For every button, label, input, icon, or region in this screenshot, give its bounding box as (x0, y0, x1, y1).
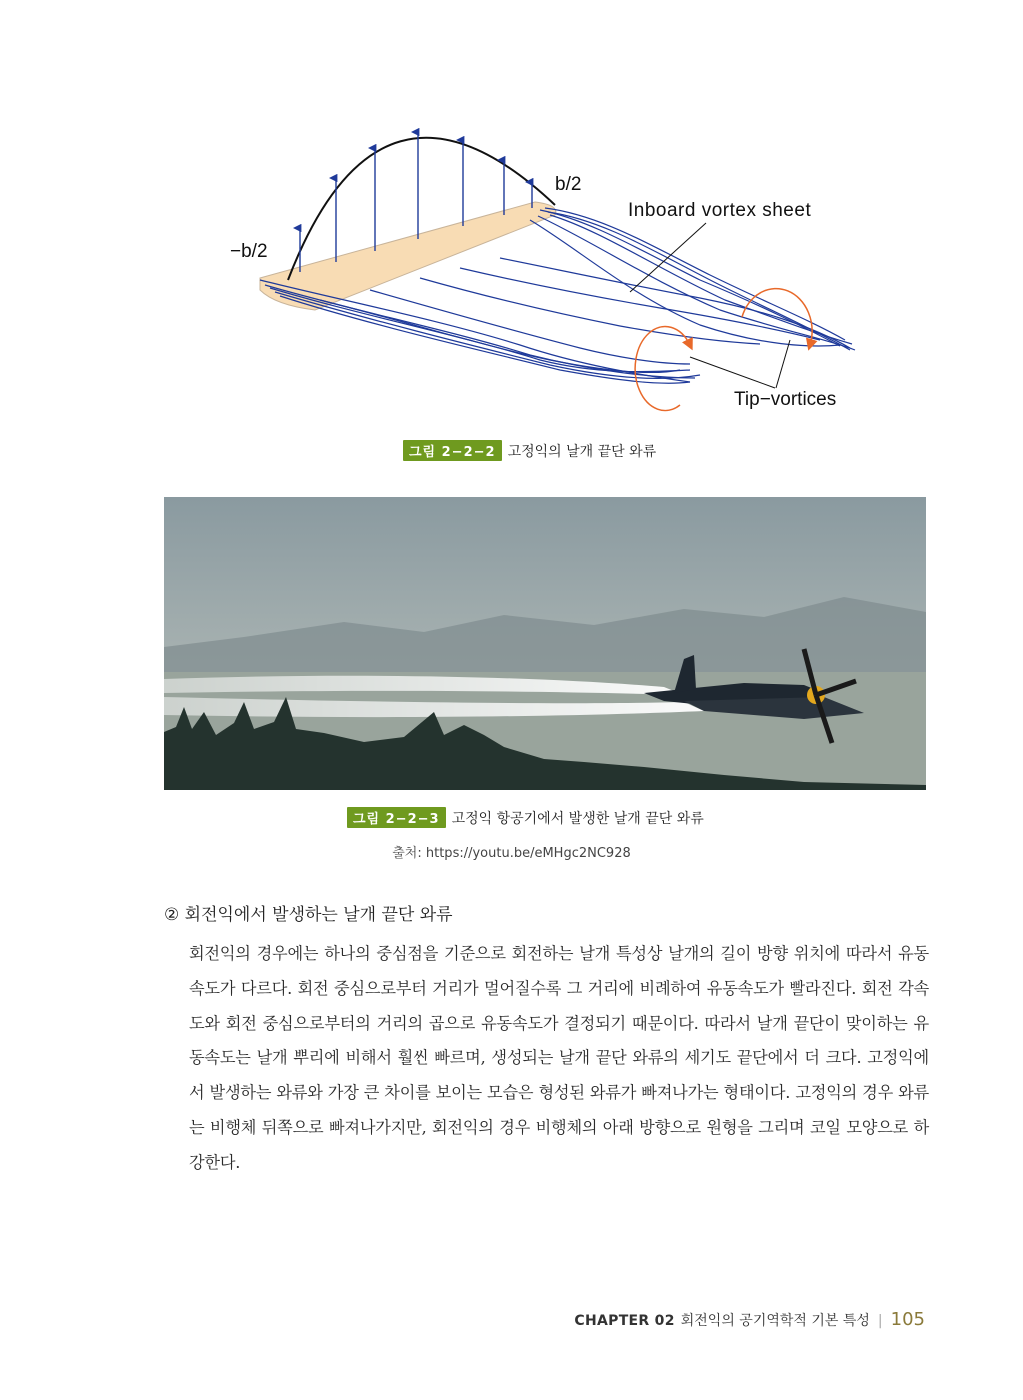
figure-caption-2-2-3 (347, 807, 704, 828)
figure-caption-2-2-2 (403, 440, 656, 461)
figure-tag: 그림 2−2−3 (347, 807, 446, 828)
wingtip-vortex-diagram (220, 120, 860, 420)
figure-source: 출처: https://youtu.be/eMHgc2NC928 (392, 846, 631, 861)
tip-leader-line-1 (690, 357, 775, 388)
chapter-title: 회전익의 공기역학적 기본 특성 (680, 1313, 870, 1329)
tip-vortex-arrow-left (635, 327, 690, 411)
wing-surface (260, 202, 556, 310)
pos-half-span-label: b/2 (555, 174, 582, 195)
tip-vortices-label: Tip−vortices (734, 389, 837, 410)
body-paragraph: 회전익의 경우에는 하나의 중심점을 기준으로 회전하는 날개 특성상 날개의 길이 방향 위치에 따라서 유동속도가 다르다. 회전 중심으로부터 거리가 멀어질수록 그 거리에 비례하여 유동속도가 빨라진다. 회전 각속도와 회전 중심으로부터의 거리의 곱으로 유동속도가 결정되기 때문이다. 따라서 날개 끝단이 맞이하는 유동속도는 날개 뿌리에 비해서 훨씬 빠르며, 생성되는 날개 끝단 와류의 세기도 끝단에서 더 크다. 고정익에서 발생하는 와류와 가장 큰 차이를 보이는 모습은 형성된 와류가 빠져나가는 형태이다. 고정익의 경우 와류는 비행체 뒤쪽으로 빠져나가지만, 회전익의 경우 비행체의 아래 방향으로 원형을 그리며 코일 모양으로 하강한다. (189, 944, 929, 1172)
aircraft-wingtip-vortex-photo (164, 497, 926, 790)
page-number: 105 (890, 1309, 925, 1330)
inboard-vortex-sheet-label: Inboard vortex sheet (628, 200, 812, 221)
figure-caption-text: 고정익 항공기에서 발생한 날개 끝단 와류 (451, 810, 704, 827)
footer-divider: | (877, 1313, 883, 1329)
chapter-label: CHAPTER 02 (574, 1313, 675, 1329)
figure-tag: 그림 2−2−2 (403, 440, 502, 461)
figure-caption-text: 고정익의 날개 끝단 와류 (507, 443, 657, 460)
tip-leader-line-2 (776, 340, 790, 388)
section-heading: ② 회전익에서 발생하는 날개 끝단 와류 (164, 905, 453, 925)
neg-half-span-label: −b/2 (230, 241, 268, 262)
page-footer (574, 1309, 925, 1330)
